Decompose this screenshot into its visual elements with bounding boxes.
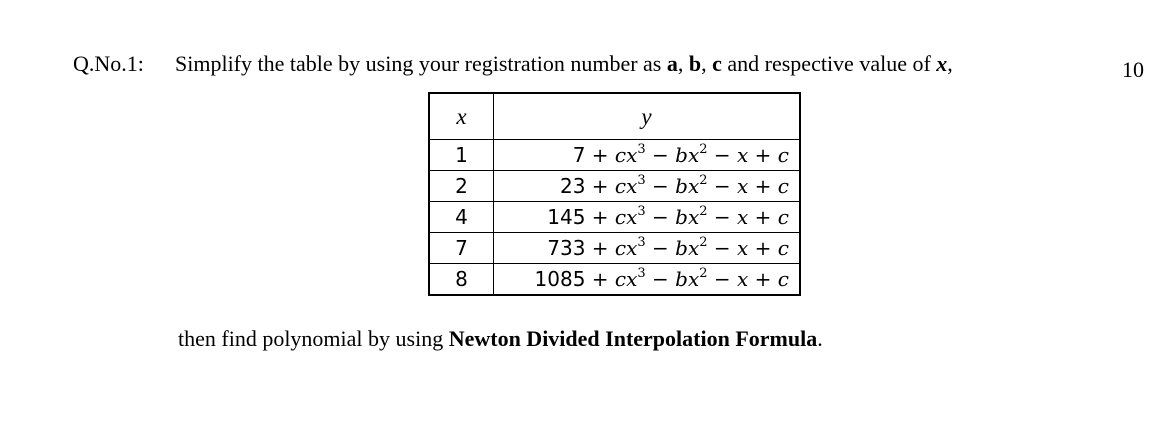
data-table <box>428 92 801 296</box>
plus-sign: + <box>748 205 778 229</box>
header-y: y <box>494 93 801 140</box>
minus-sign: − <box>645 236 676 260</box>
y-expression-cell <box>494 264 801 296</box>
y-expression-cell <box>494 171 801 202</box>
term-cx: cx <box>614 143 638 167</box>
term-x: x <box>737 143 749 167</box>
x-value-cell: 8 <box>429 264 494 296</box>
term-bx: bx <box>675 143 700 167</box>
term-x: x <box>737 236 749 260</box>
plus-sign: + <box>748 143 778 167</box>
instruction-text: then find polynomial by using <box>178 326 449 351</box>
question-text-middle: and respective value of <box>721 51 937 76</box>
exponent-3: 3 <box>637 142 646 157</box>
exponent-3: 3 <box>637 235 646 250</box>
x-value-cell: 1 <box>429 140 494 171</box>
term-bx: bx <box>675 205 700 229</box>
term-c: c <box>777 174 789 198</box>
term-cx: cx <box>614 267 638 291</box>
exponent-3: 3 <box>637 204 646 219</box>
table-row <box>429 233 800 264</box>
minus-sign: − <box>645 143 676 167</box>
question-line <box>73 50 953 78</box>
question-text-after: , <box>947 51 953 76</box>
polynomial-expression <box>585 205 789 229</box>
exponent-2: 2 <box>699 173 708 188</box>
term-cx: cx <box>614 205 638 229</box>
polynomial-expression <box>585 236 789 260</box>
table-row <box>429 264 800 296</box>
minus-sign: − <box>707 205 738 229</box>
table-body <box>429 140 800 296</box>
polynomial-expression <box>585 267 789 291</box>
question-text-before: Simplify the table by using your registration number as <box>175 51 667 76</box>
question-text <box>175 51 953 76</box>
plus-sign: + <box>585 143 615 167</box>
term-bx: bx <box>675 267 700 291</box>
exponent-3: 3 <box>637 266 646 281</box>
plus-sign: + <box>748 236 778 260</box>
term-x: x <box>737 174 749 198</box>
separator-1: , <box>677 51 689 76</box>
minus-sign: − <box>707 267 738 291</box>
constant-term: 7 <box>572 143 586 167</box>
term-c: c <box>777 205 789 229</box>
minus-sign: − <box>707 236 738 260</box>
minus-sign: − <box>645 267 676 291</box>
term-c: c <box>777 236 789 260</box>
polynomial-expression <box>585 174 789 198</box>
plus-sign: + <box>585 267 615 291</box>
y-expression-cell <box>494 140 801 171</box>
y-expression-cell <box>494 233 801 264</box>
plus-sign: + <box>585 205 615 229</box>
table-header-row <box>429 93 800 140</box>
exponent-3: 3 <box>637 173 646 188</box>
header-x: x <box>429 93 494 140</box>
constant-term: 23 <box>559 174 586 198</box>
x-value-cell: 4 <box>429 202 494 233</box>
var-c: c <box>712 51 722 76</box>
minus-sign: − <box>645 174 676 198</box>
term-c: c <box>777 143 789 167</box>
minus-sign: − <box>645 205 676 229</box>
exponent-2: 2 <box>699 235 708 250</box>
term-bx: bx <box>675 174 700 198</box>
y-expression-cell <box>494 202 801 233</box>
x-value-cell: 2 <box>429 171 494 202</box>
term-c: c <box>777 267 789 291</box>
table-row <box>429 202 800 233</box>
x-value-cell: 7 <box>429 233 494 264</box>
constant-term: 1085 <box>534 267 586 291</box>
method-name: Newton Divided Interpolation Formula <box>448 326 818 351</box>
var-x: x <box>936 51 948 76</box>
minus-sign: − <box>707 174 738 198</box>
instruction-end: . <box>817 326 823 351</box>
separator-2: , <box>701 51 713 76</box>
term-cx: cx <box>614 174 638 198</box>
constant-term: 145 <box>547 205 586 229</box>
exponent-2: 2 <box>699 142 708 157</box>
term-cx: cx <box>614 236 638 260</box>
term-x: x <box>737 267 749 291</box>
table-row <box>429 140 800 171</box>
constant-term: 733 <box>547 236 586 260</box>
question-marks: 10 <box>1122 57 1144 82</box>
polynomial-expression <box>585 143 789 167</box>
exponent-2: 2 <box>699 204 708 219</box>
table-row <box>429 171 800 202</box>
plus-sign: + <box>585 236 615 260</box>
exponent-2: 2 <box>699 266 708 281</box>
plus-sign: + <box>748 174 778 198</box>
term-x: x <box>737 205 749 229</box>
minus-sign: − <box>707 143 738 167</box>
instruction-line <box>178 325 823 353</box>
var-b: b <box>688 51 702 76</box>
var-a: a <box>666 51 678 76</box>
plus-sign: + <box>748 267 778 291</box>
plus-sign: + <box>585 174 615 198</box>
question-number: Q.No.1: <box>73 51 144 76</box>
term-bx: bx <box>675 236 700 260</box>
